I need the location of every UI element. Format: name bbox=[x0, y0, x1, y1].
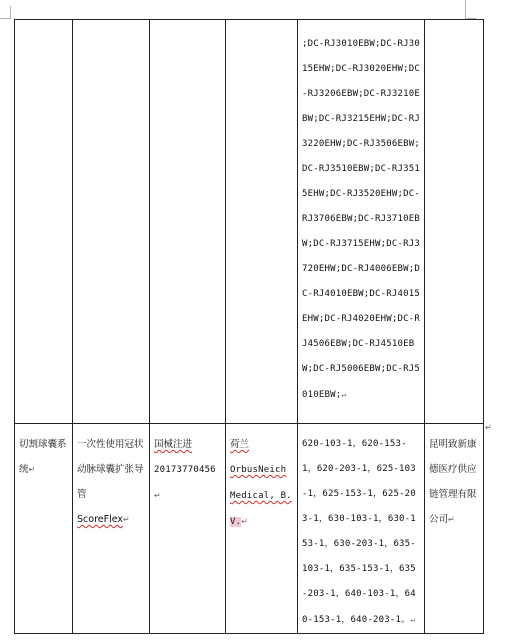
table-row bbox=[15, 424, 484, 634]
cell-product-name bbox=[15, 20, 73, 424]
cell-model-list: ;DC-RJ3010EBW;DC-RJ3015EHW;DC-RJ3020EHW;DC-RJ3206EBW;DC-RJ3210EBW;DC-RJ3215EHW;DC-RJ3220EHW;DC-RJ3506EBW;DC-RJ3510EBW;DC-RJ3515EHW;DC-RJ3520EHW;DC-RJ3706EBW;DC-RJ3710EBW;DC-RJ3715EHW;DC-RJ3720EHW;DC-RJ4006EBW;DC-RJ4010EBW;DC-RJ4015EHW;DC-RJ4020EHW;DC-RJ4506EBW;DC-RJ4510EBW;DC-RJ5006EBW;DC-RJ5010EBW;↵ bbox=[298, 20, 425, 424]
page-corner-mark-left bbox=[0, 6, 11, 19]
cell-company bbox=[425, 20, 484, 424]
cell-manufacturer: 荷兰 OrbusNeich Medical, B. V.↵ bbox=[226, 424, 298, 634]
cell-model-list: 620-103-1，620-153-1，620-203-1，625-103-1，625-153-1，625-203-1，630-103-1，630-153-1，630-203-1，635-103-1，635-153-1，635-203-1，640-103-1，640-153-1，640-203-1。↵ bbox=[298, 424, 425, 634]
table-row bbox=[15, 20, 484, 424]
product-table bbox=[14, 19, 484, 634]
page-corner-mark-right bbox=[465, 0, 476, 19]
cell-manufacturer bbox=[226, 20, 298, 424]
cell-description bbox=[73, 20, 150, 424]
brand-name: ScoreFlex bbox=[77, 514, 124, 525]
cell-product-name: 切割球囊系统↵ bbox=[15, 424, 73, 634]
cell-company: 昆明致新康德医疗供应链管理有限公司↵ bbox=[425, 424, 484, 634]
cell-description: 一次性使用冠状动脉球囊扩张导管 ScoreFlex↵ bbox=[73, 424, 150, 634]
cell-registration bbox=[150, 20, 226, 424]
registration-prefix: 国械注进 bbox=[154, 439, 193, 450]
cell-registration: 国械注进 20173770456↵ bbox=[150, 424, 226, 634]
row-end-mark: ↵ bbox=[485, 423, 492, 432]
registration-number: 20173770456 bbox=[154, 465, 216, 475]
